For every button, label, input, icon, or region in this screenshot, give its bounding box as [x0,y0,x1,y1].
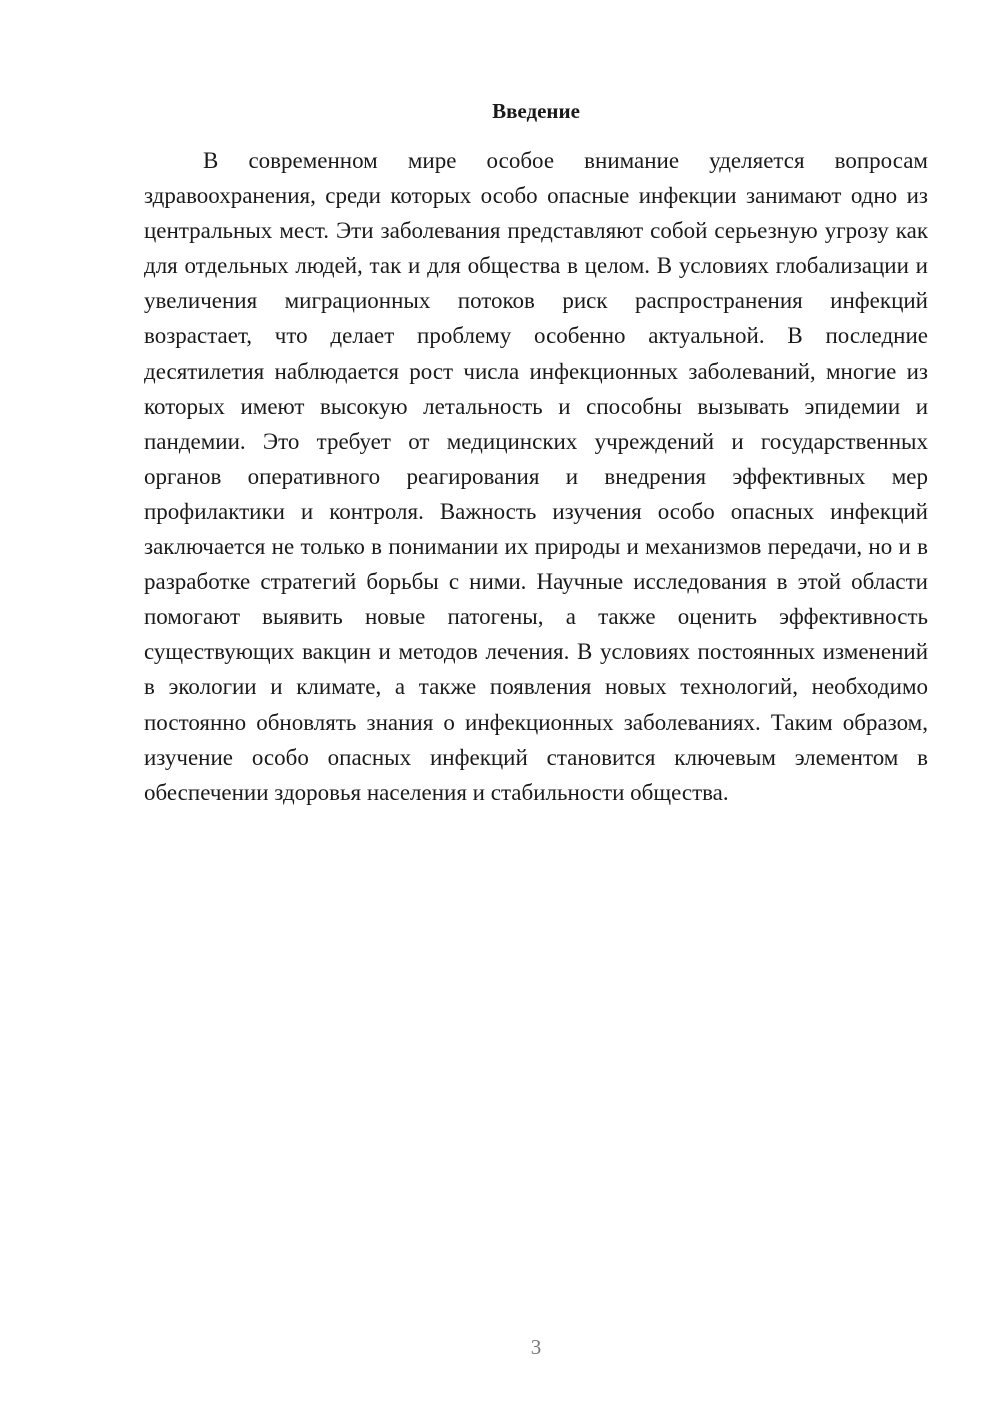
section-heading: Введение [492,99,580,123]
introduction-paragraph: В современном мире особое внимание уделяется вопросам здравоохранения, среди которых особо опасные инфекции занимают одно из центральных мест. Эти заболевания представляют собой серьезную угрозу как для отдельных людей, так и для общества в целом. В условиях глобализации и увеличения миграционных потоков риск распространения инфекций возрастает, что делает проблему особенно актуальной. В последние десятилетия наблюдается рост числа инфекционных заболеваний, многие из которых имеют высокую летальность и способны вызывать эпидемии и пандемии. Это требует от медицинских учреждений и государственных органов оперативного реагирования и внедрения эффективных мер профилактики и контроля. Важность изучения особо опасных инфекций заключается не только в понимании их природы и механизмов передачи, но и в разработке стратегий борьбы с ними. Научные исследования в этой области помогают выявить новые патогены, а также оценить эффективность существующих вакцин и методов лечения. В условиях постоянных изменений в экологии и климате, а также появления новых технологий, необходимо постоянно обновлять знания о инфекционных заболеваниях. Таким образом, изучение особо опасных инфекций становится ключевым элементом в обеспечении здоровья населения и стабильности общества. [144,148,928,805]
body-text [144,143,928,810]
page-number: 3 [530,1335,542,1359]
